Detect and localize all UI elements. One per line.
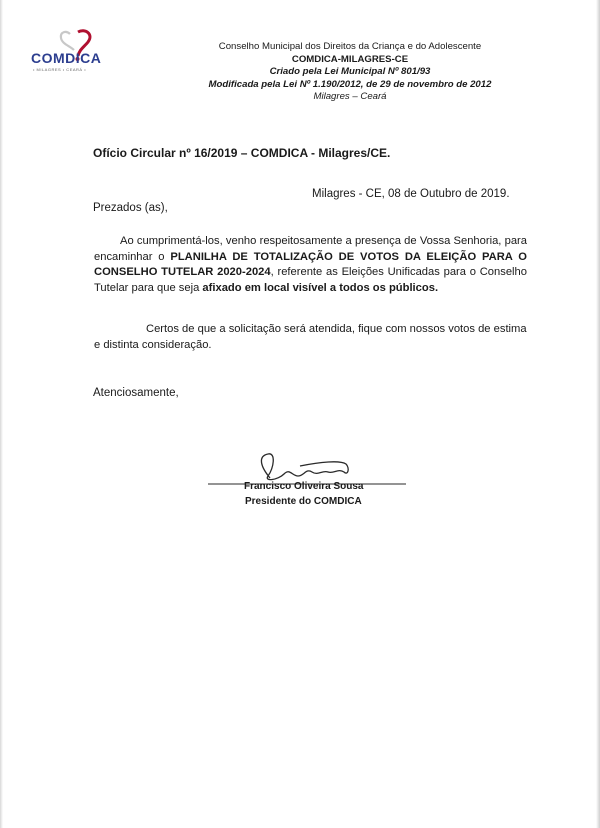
letterhead-law: Criado pela Lei Municipal Nº 801/93 bbox=[269, 66, 431, 78]
signatory-name: Francisco Oliveira Sousa bbox=[244, 481, 364, 492]
para1-middle: , referente as Eleições Unificadas para o Conselho Tutelar para que seja bbox=[94, 266, 527, 294]
logo-name: COMDICA bbox=[31, 50, 102, 66]
signatory-role: Presidente do COMDICA bbox=[245, 496, 362, 507]
letter-closing: Atenciosamente, bbox=[93, 387, 179, 399]
letterhead-acronym: COMDICA-MILAGRES-CE bbox=[291, 53, 409, 65]
scan-edge-left bbox=[0, 0, 3, 828]
letterhead-council: Conselho Municipal dos Direitos da Criança e do Adolescente bbox=[218, 41, 482, 52]
para1-subject: PLANILHA DE TOTALIZAÇÃO DE VOTOS DA ELEIÇÃO PARA O CONSELHO TUTELAR 2020-2024 bbox=[94, 250, 527, 279]
letter-paragraph-1 bbox=[94, 234, 527, 296]
letter-date: Milagres - CE, 08 de Outubro de 2019. bbox=[312, 188, 510, 200]
scan-edge-right bbox=[596, 0, 600, 828]
letterhead-city: Milagres – Ceará bbox=[313, 91, 387, 103]
logo-tagline: • MILAGRES • CEARÁ • bbox=[33, 67, 87, 72]
letterhead-amendment: Modificada pela Lei Nº 1.190/2012, de 29 de novembro de 2012 bbox=[208, 78, 492, 90]
letter-reference: Ofício Circular nº 16/2019 – COMDICA - Milagres/CE. bbox=[93, 146, 391, 160]
para1-intro: Ao cumprimentá-los, venho respeitosamente a presença de Vossa Senhoria, para encaminhar o bbox=[94, 235, 527, 263]
letterhead bbox=[140, 41, 560, 104]
para1-request: afixado em local visível a todos os públicos. bbox=[202, 281, 439, 294]
letter-greeting: Prezados (as), bbox=[93, 202, 168, 214]
letter-paragraph-2: Certos de que a solicitação será atendida, fique com nossos votos de estima e distinta consideração. bbox=[94, 323, 527, 351]
